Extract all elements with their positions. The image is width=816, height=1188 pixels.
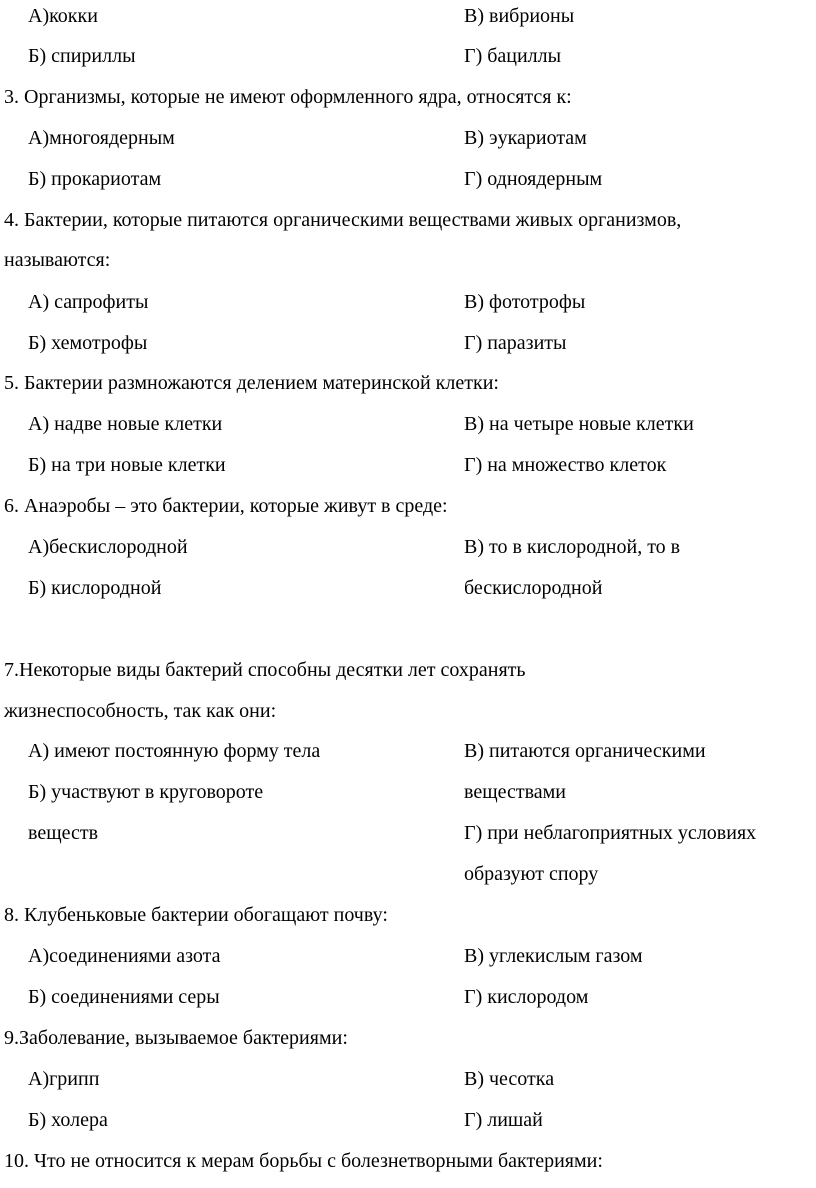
q6-option-a: А)бескислородной [28, 536, 188, 558]
q8-option-g: Г) кислородом [464, 986, 589, 1008]
q7-option-b-line2: веществ [28, 822, 99, 844]
q4-option-g: Г) паразиты [464, 332, 567, 354]
q7-question-line1: 7.Некоторые виды бактерий способны десятки лет сохранять [4, 659, 526, 681]
q3-option-g: Г) одноядерным [464, 168, 603, 190]
q9-option-b: Б) холера [28, 1109, 108, 1131]
q5-option-v: В) на четыре новые клетки [464, 413, 694, 435]
q6-option-v-line1: В) то в кислородной, то в [464, 536, 681, 558]
q2-option-v: В) вибрионы [464, 5, 575, 27]
q10-question: 10. Что не относится к мерам борьбы с болезнетворными бактериями: [4, 1150, 603, 1172]
q3-question: 3. Организмы, которые не имеют оформленного ядра, относятся к: [4, 86, 572, 108]
q3-option-b: Б) прокариотам [28, 168, 162, 190]
q4-option-a: А) сапрофиты [28, 291, 149, 313]
q7-option-a: А) имеют постоянную форму тела [28, 740, 321, 762]
q8-option-a: А)соединениями азота [28, 945, 221, 967]
q4-question-line1: 4. Бактерии, которые питаются органическими веществами живых организмов, [4, 209, 682, 231]
q4-option-v: В) фототрофы [464, 291, 586, 313]
q4-option-b: Б) хемотрофы [28, 332, 148, 354]
q5-question: 5. Бактерии размножаются делением материнской клетки: [4, 372, 499, 394]
q9-option-g: Г) лишай [464, 1109, 543, 1131]
q9-option-v: В) чесотка [464, 1068, 555, 1090]
q7-question-line2: жизнеспособность, так как они: [4, 700, 277, 722]
q6-option-b: Б) кислородной [28, 577, 162, 599]
q5-option-a: А) надве новые клетки [28, 413, 223, 435]
q5-option-b: Б) на три новые клетки [28, 454, 226, 476]
q7-option-v-line1: В) питаются органическими [464, 740, 706, 762]
q3-option-v: В) эукариотам [464, 127, 587, 149]
q7-option-b-line1: Б) участвуют в круговороте [28, 781, 264, 803]
q7-option-g-line1: Г) при неблагоприятных условиях [464, 822, 757, 844]
q2-option-a: А)кокки [28, 5, 98, 27]
q3-option-a: А)многоядерным [28, 127, 175, 149]
q6-option-v-line2: бескислородной [464, 577, 603, 599]
q7-option-g-line2: образуют спору [464, 863, 599, 885]
q4-question-line2: называются: [4, 249, 111, 271]
q9-question: 9.Заболевание, вызываемое бактериями: [4, 1027, 348, 1049]
q8-option-v: В) углекислым газом [464, 945, 643, 967]
q8-question: 8. Клубеньковые бактерии обогащают почву: [4, 904, 388, 926]
q2-option-g: Г) бациллы [464, 45, 562, 67]
q8-option-b: Б) соединениями серы [28, 986, 220, 1008]
q9-option-a: А)грипп [28, 1068, 100, 1090]
q6-question: 6. Анаэробы – это бактерии, которые живут в среде: [4, 495, 448, 517]
q7-option-v-line2: веществами [464, 781, 567, 803]
q2-option-b: Б) спириллы [28, 45, 136, 67]
q5-option-g: Г) на множество клеток [464, 454, 667, 476]
